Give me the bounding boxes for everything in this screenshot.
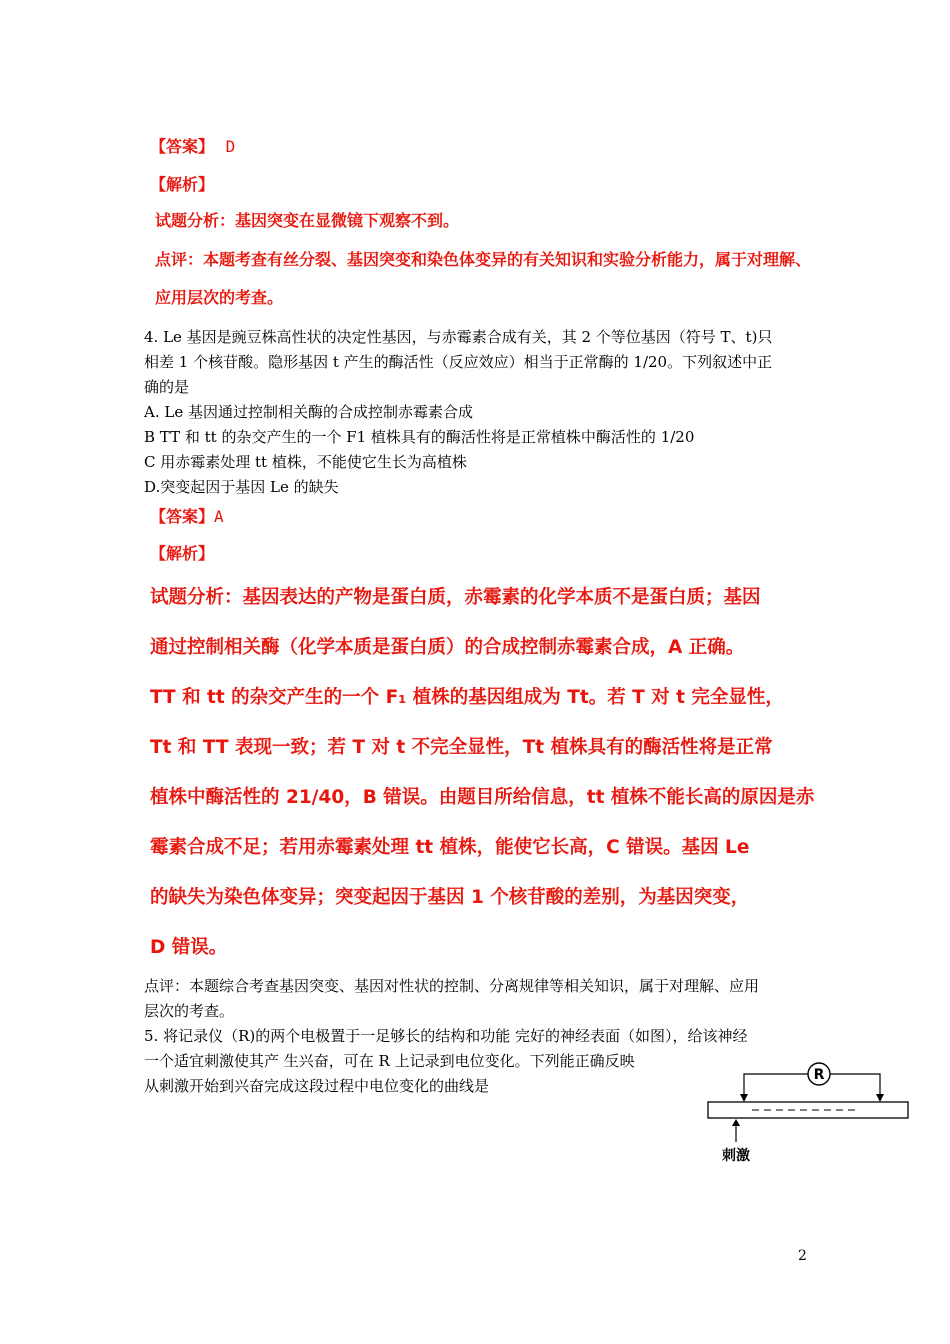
q5-stem-line1: 5. 将记录仪（R)的两个电极置于一足够长的结构和功能 完好的神经表面（如图），给该神经 (144, 1027, 748, 1045)
q3-answer-line (150, 134, 235, 157)
q4-answer-value: A (214, 507, 224, 526)
q5-stem-line3: 从刺激开始到兴奋完成这段过程中电位变化的曲线是 (144, 1077, 490, 1095)
q3-analysis-text: 试题分析：基因突变在显微镜下观察不到。 (155, 211, 460, 230)
q3-answer-value: D (225, 137, 236, 156)
q4-analysis-line: 的缺失为染色体变异；突变起因于基因 1 个核苷酸的差别，为基因突变， (150, 887, 750, 908)
left-electrode-wire (744, 1074, 808, 1094)
right-electrode-arrow (876, 1094, 884, 1102)
q4-analysis-line: 通过控制相关酶（化学本质是蛋白质）的合成控制赤霉素合成，A 正确。 (150, 637, 745, 658)
q5-stem-line2: 一个适宜刺激使其产 生兴奋，可在 R 上记录到电位变化。下列能正确反映 (144, 1052, 635, 1070)
q3-comment-line1: 点评：本题考查有丝分裂、基因突变和染色体变异的有关知识和实验分析能力，属于对理解、 (155, 250, 812, 269)
q4-option-b: B TT 和 tt 的杂交产生的一个 F1 植株具有的酶活性将是正常植株中酶活性的 1/20 (144, 428, 695, 446)
q4-stem-line2: 相差 1 个核苷酸。隐形基因 t 产生的酶活性（反应效应）相当于正常酶的 1/20。下列叙述中正 (144, 353, 773, 371)
q4-analysis-label: 【解析】 (150, 544, 215, 563)
nerve-recorder-diagram (700, 1058, 915, 1170)
q4-stem-line1: 4. Le 基因是豌豆株高性状的决定性基因，与赤霉素合成有关，其 2 个等位基因（符号 T、t)只 (144, 328, 773, 346)
stimulus-arrow-head (732, 1119, 740, 1126)
q3-analysis-label: 【解析】 (150, 175, 215, 194)
nerve-fiber (708, 1102, 908, 1118)
q4-stem-line3: 确的是 (144, 378, 190, 396)
q3-answer-label: 【答案】 (150, 137, 215, 156)
q4-answer-line (150, 504, 224, 527)
q4-analysis-line: TT 和 tt 的杂交产生的一个 F₁ 植株的基因组成为 Tt。若 T 对 t 完全显性， (150, 687, 784, 708)
right-electrode-wire (830, 1074, 880, 1094)
page-number: 2 (798, 1248, 807, 1264)
stimulus-label: 刺激 (722, 1148, 750, 1164)
q4-analysis-line: Tt 和 TT 表现一致；若 T 对 t 不完全显性，Tt 植株具有的酶活性将是正常 (150, 737, 773, 758)
q4-analysis-line: 试题分析：基因表达的产物是蛋白质，赤霉素的化学本质不是蛋白质；基因 (150, 587, 761, 608)
q3-comment-line2: 应用层次的考查。 (155, 288, 284, 307)
q4-option-a: A. Le 基因通过控制相关酶的合成控制赤霉素合成 (144, 403, 473, 421)
q4-option-d: D.突变起因于基因 Le 的缺失 (144, 478, 339, 496)
q4-answer-label: 【答案】 (150, 507, 215, 526)
q4-analysis-line: 植株中酶活性的 21/40，B 错误。由题目所给信息，tt 植株不能长高的原因是赤 (150, 787, 815, 808)
q4-comment-line2: 层次的考查。 (144, 1002, 235, 1020)
q4-comment-line1: 点评：本题综合考查基因突变、基因对性状的控制、分离规律等相关知识，属于对理解、应用 (144, 977, 760, 995)
q4-option-c: C 用赤霉素处理 tt 植株，不能使它生长为高植株 (144, 453, 467, 471)
recorder-label: R (813, 1067, 825, 1083)
q4-analysis-line: 霉素合成不足；若用赤霉素处理 tt 植株，能使它长高，C 错误。基因 Le (150, 837, 750, 858)
q4-analysis-line: D 错误。 (150, 937, 228, 958)
left-electrode-arrow (740, 1094, 748, 1102)
